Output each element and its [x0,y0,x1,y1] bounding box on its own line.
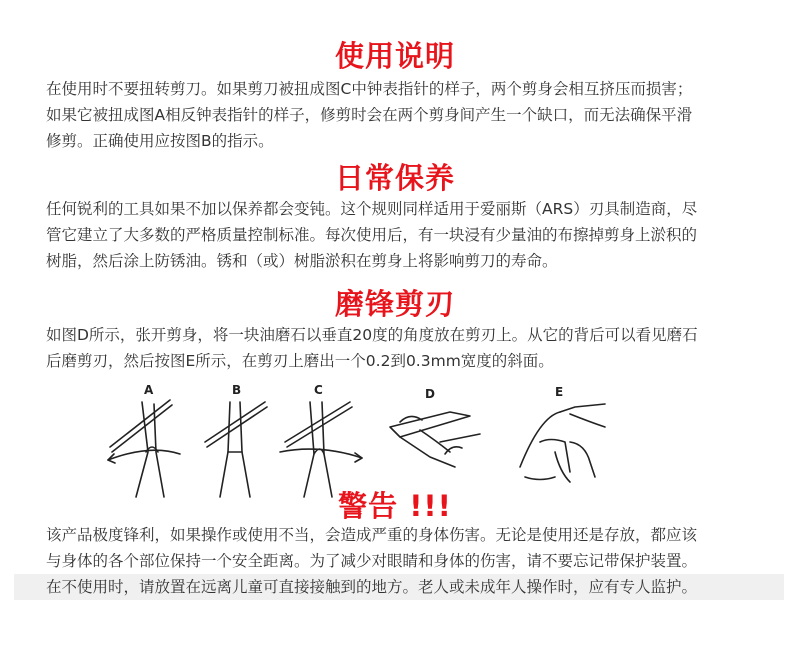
figure-label-c: C [314,383,323,397]
warning-line-3: 在不使用时，请放置在远离儿童可直接接触到的地方。老人或未成年人操作时，应有专人监护。 [14,574,784,600]
figure-label-d: D [425,387,435,401]
care-heading: 日常保养 [334,161,455,195]
warning-line-2: 与身体的各个部位保持一个安全距离。为了减少对眼睛和身体的伤害，请不要忘记带保护装置。 [46,552,698,570]
figure-c-shears [280,402,362,497]
warning-heading: 警告 !!! [338,489,452,523]
warning-line-1: 该产品极度锋利，如果操作或使用不当，会造成严重的身体伤害。无论是使用还是存放，都应该 [46,526,698,544]
usage-paragraph [14,76,784,154]
warning-paragraph [14,522,784,600]
usage-line-1: 在使用时不要扭转剪刀。如果剪刀被扭成图C中钟表指针的样子，两个剪身会相互挤压而损害； [46,80,693,98]
figure-d-sharpening [390,412,480,467]
figure-label-b: B [232,383,242,397]
sharpen-line-1: 如图D所示，张开剪身，将一块油磨石以垂直20度的角度放在剪刃上。从它的背后可以看见磨石 [46,326,698,344]
care-line-2: 管它建立了大多数的严格质量控制标准。每次使用后，有一块浸有少量油的布擦掉剪身上淤积的 [46,226,698,244]
care-line-1: 任何锐利的工具如果不加以保养都会变钝。这个规则同样适用于爱丽斯（ARS）刃具制造商，尽 [46,200,698,218]
sharpen-paragraph [14,322,784,374]
figure-e-sharpening [520,404,605,482]
usage-line-2: 如果它被扭成图A相反钟表指针的样子，修剪时会在两个剪身间产生一个缺口，而无法确保平滑 [46,106,693,124]
usage-line-3: 修剪。正确使用应按图B的指示。 [46,132,274,150]
usage-heading: 使用说明 [334,39,455,73]
figure-label-e: E [555,385,564,399]
sharpen-line-2: 后磨剪刃，然后按图E所示，在剪刃上磨出一个0.2到0.3mm宽度的斜面。 [46,352,554,370]
figure-b-shears [205,402,267,497]
figure-label-a: A [144,383,154,397]
care-paragraph [14,196,784,274]
sharpen-heading: 磨锋剪刃 [334,287,455,321]
figure-a-shears [108,400,180,497]
care-line-3: 树脂，然后涂上防锈油。锈和（或）树脂淤积在剪身上将影响剪刀的寿命。 [46,252,558,270]
shears-illustration [100,382,620,502]
